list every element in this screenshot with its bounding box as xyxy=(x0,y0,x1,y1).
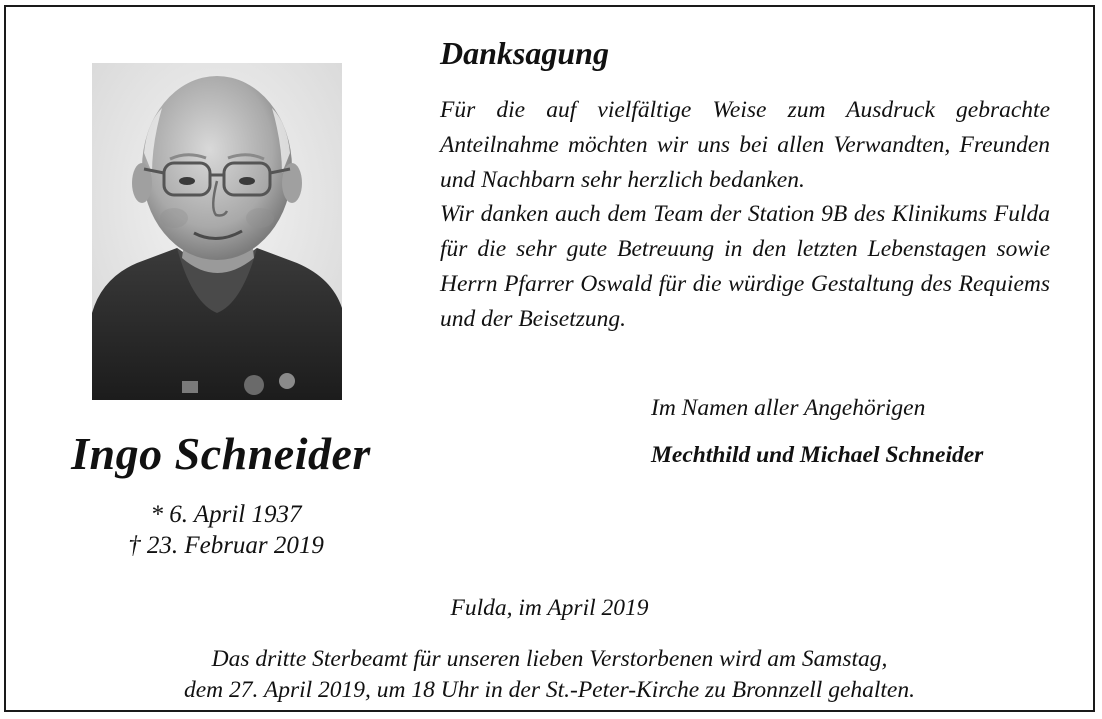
service-line-1: Das dritte Sterbeamt für unseren lieben Verstorbenen wird am Samstag, xyxy=(211,646,888,672)
life-dates xyxy=(66,499,386,561)
thanks-heading: Danksagung xyxy=(440,35,609,71)
memorial-service-notice xyxy=(6,644,1093,706)
service-line-2: dem 27. April 2019, um 18 Uhr in der St.-Peter-Kirche zu Bronnzell gehalten. xyxy=(184,677,915,703)
place-and-date: Fulda, im April 2019 xyxy=(450,595,649,621)
thanks-paragraph-2: Wir danken auch dem Team der Station 9B des Klinikums Fulda für die sehr gute Betreuung in den letzten Lebenstagen sowie Herrn Pfarrer Oswald für die würdige Gestaltung des Requiems und der Beisetzung. xyxy=(440,201,1050,332)
obituary-card xyxy=(4,5,1095,712)
birth-date: * 6. April 1937 xyxy=(150,501,302,528)
portrait-illustration xyxy=(92,63,342,400)
deceased-name: Ingo Schneider xyxy=(71,428,371,479)
on-behalf-line: Im Namen aller Angehörigen xyxy=(651,395,926,421)
portrait-photo xyxy=(92,63,342,400)
death-date: † 23. Februar 2019 xyxy=(128,532,324,559)
thanks-paragraph-1: Für die auf vielfältige Weise zum Ausdruck gebrachte Anteilnahme möchten wir uns bei allen Verwandten, Freunden und Nachbarn sehr herzlich bedanken. xyxy=(440,97,1050,193)
signers-names: Mechthild und Michael Schneider xyxy=(651,442,984,468)
